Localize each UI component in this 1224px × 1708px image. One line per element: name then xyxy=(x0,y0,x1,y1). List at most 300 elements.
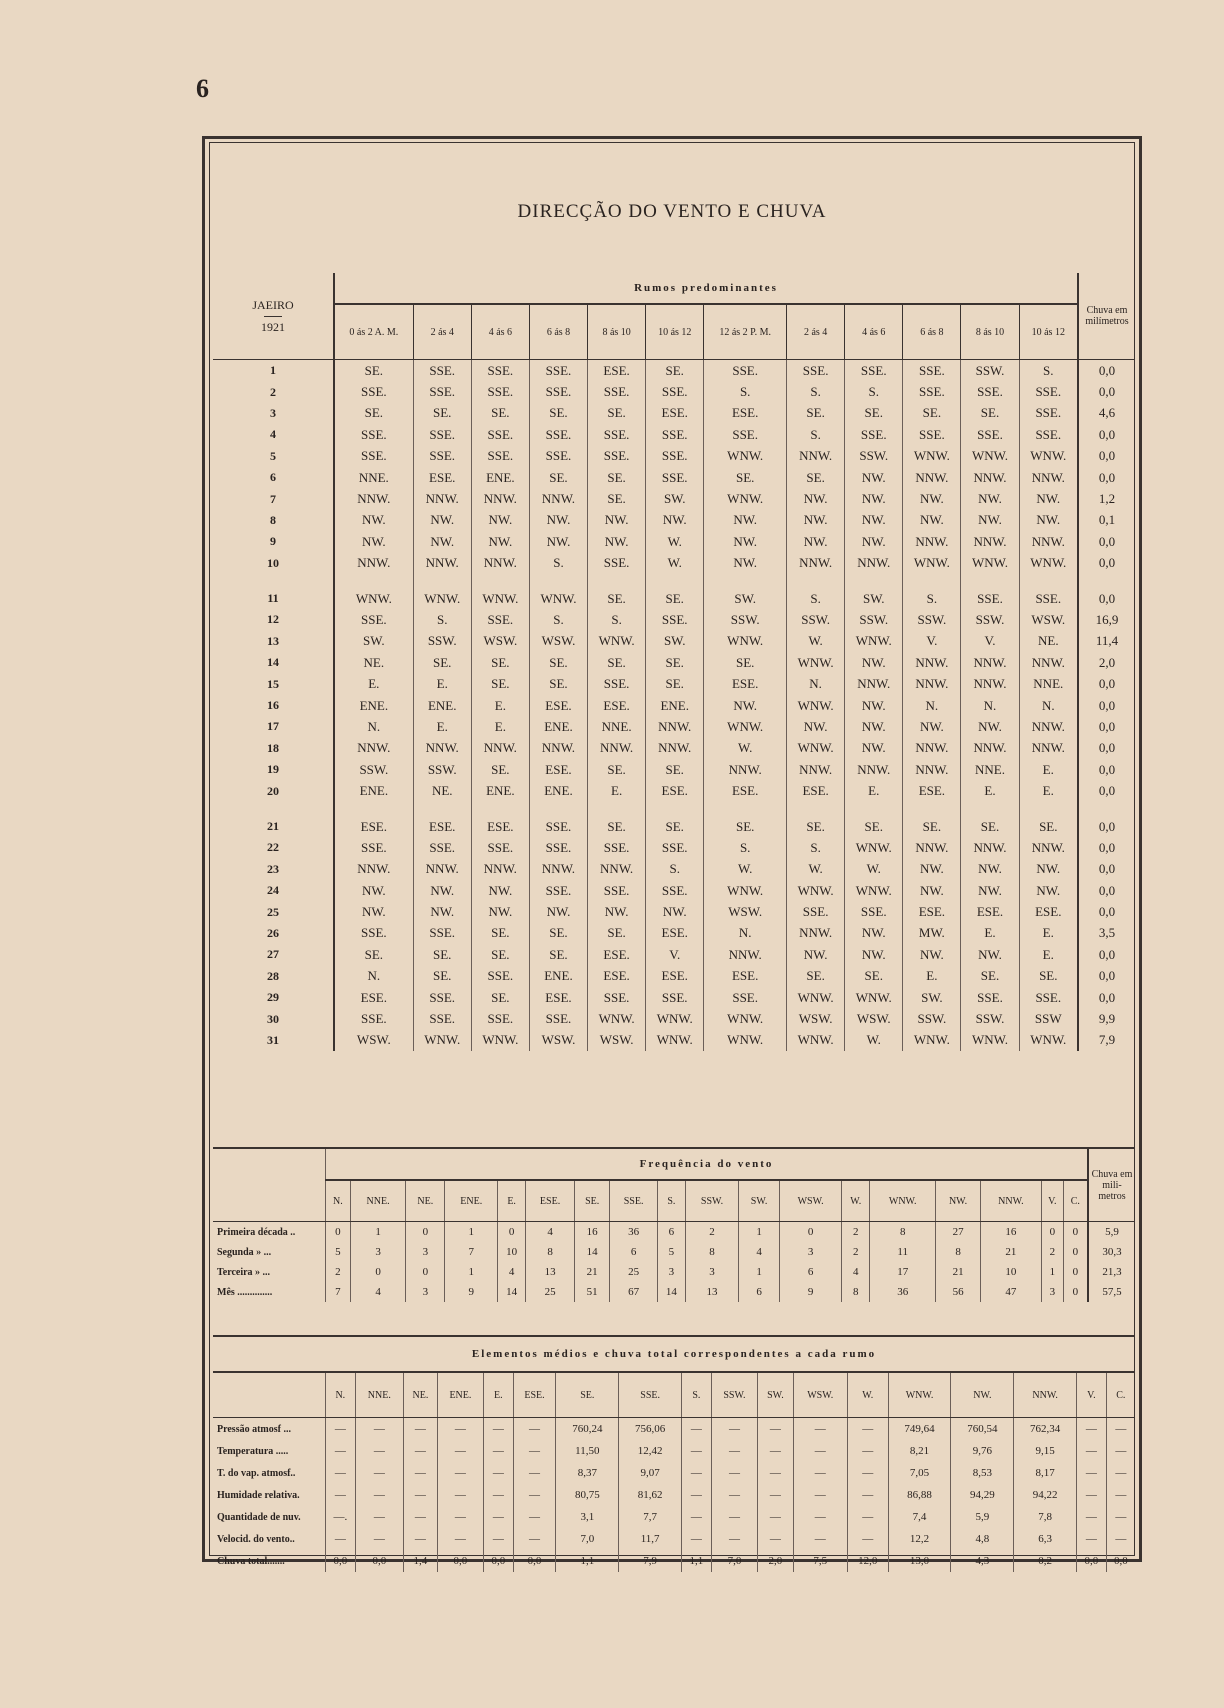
frequency-cell: 10 xyxy=(498,1242,526,1262)
day-cell: 8 xyxy=(213,510,334,531)
element-cell: 4,3 xyxy=(951,1550,1014,1572)
wind-cell: E. xyxy=(903,966,961,987)
wind-cell: S. xyxy=(588,609,646,630)
element-cell: — xyxy=(758,1484,793,1506)
wind-cell: SW. xyxy=(903,987,961,1008)
table-row xyxy=(213,553,1135,574)
wind-cell: SSE. xyxy=(961,381,1019,402)
wind-cell: WNW. xyxy=(845,631,903,652)
wind-cell: E. xyxy=(961,923,1019,944)
wind-cell: SE. xyxy=(704,652,787,673)
direction-header: SW. xyxy=(739,1180,780,1222)
wind-cell: SSE. xyxy=(334,923,413,944)
wind-cell: WNW. xyxy=(646,1008,704,1029)
rain-cell: 0,0 xyxy=(1078,738,1135,759)
wind-cell: SSE. xyxy=(529,837,587,858)
wind-cell: NNW. xyxy=(1019,837,1078,858)
hour-header: 4 ás 6 xyxy=(845,304,903,360)
table-row xyxy=(213,716,1135,737)
direction-header: NNE. xyxy=(355,1372,403,1418)
frequency-cell: 4 xyxy=(739,1242,780,1262)
wind-cell: NNW. xyxy=(413,488,471,509)
wind-cell: SE. xyxy=(646,360,704,382)
direction-header: V. xyxy=(1041,1180,1063,1222)
element-cell: — xyxy=(793,1506,847,1528)
wind-cell: E. xyxy=(334,673,413,694)
wind-cell: MW. xyxy=(903,923,961,944)
wind-cell: SSE. xyxy=(646,446,704,467)
wind-cell: ENE. xyxy=(529,716,587,737)
wind-cell: SE. xyxy=(961,966,1019,987)
row-label: Pressão atmosf ... xyxy=(217,1423,291,1435)
wind-cell: SE. xyxy=(529,673,587,694)
hour-header: 6 ás 8 xyxy=(529,304,587,360)
rain-cell: 0,0 xyxy=(1078,901,1135,922)
wind-cell: SSW xyxy=(1019,1008,1078,1029)
frequency-cell: 5 xyxy=(326,1242,351,1262)
wind-cell: NW. xyxy=(646,901,704,922)
wind-cell: SSE. xyxy=(334,381,413,402)
wind-cell: E. xyxy=(1019,923,1078,944)
wind-cell: WSW. xyxy=(529,631,587,652)
wind-cell: E. xyxy=(588,780,646,801)
frequency-cell: 0 xyxy=(1063,1222,1088,1243)
wind-cell: ESE. xyxy=(588,695,646,716)
direction-header: W. xyxy=(847,1372,888,1418)
rain-cell: 0,0 xyxy=(1078,695,1135,716)
frequency-cell: 36 xyxy=(870,1282,936,1302)
wind-cell: W. xyxy=(845,859,903,880)
wind-cell: NNW. xyxy=(1019,531,1078,552)
wind-cell: SSE. xyxy=(413,360,471,382)
frequency-cell: 14 xyxy=(658,1282,686,1302)
frequency-cell: 5,9 xyxy=(1088,1222,1135,1243)
wind-cell: SSE. xyxy=(471,360,529,382)
frequency-cell: 4 xyxy=(525,1222,574,1243)
frequency-cell: 67 xyxy=(610,1282,658,1302)
table-row xyxy=(213,488,1135,509)
frequency-cell: 25 xyxy=(525,1282,574,1302)
element-cell: — xyxy=(326,1440,356,1462)
wind-cell: SE. xyxy=(787,467,845,488)
wind-cell: ESE. xyxy=(646,966,704,987)
wind-cell: SSE. xyxy=(529,424,587,445)
frequency-cell: 51 xyxy=(575,1282,610,1302)
element-cell: 0,0 xyxy=(513,1550,556,1572)
wind-cell: WNW. xyxy=(704,1008,787,1029)
wind-cell: SE. xyxy=(588,588,646,609)
frequency-cell: 14 xyxy=(498,1282,526,1302)
frequency-cell: 0 xyxy=(350,1262,406,1282)
element-cell: — xyxy=(513,1528,556,1550)
direction-header: ESE. xyxy=(513,1372,556,1418)
element-cell: — xyxy=(758,1440,793,1462)
direction-header: S. xyxy=(682,1372,712,1418)
wind-cell: W. xyxy=(787,859,845,880)
direction-header: SSW. xyxy=(685,1180,738,1222)
frequency-cell: 8 xyxy=(842,1282,870,1302)
element-cell: 8,53 xyxy=(951,1462,1014,1484)
wind-cell: WNW. xyxy=(961,1030,1019,1051)
rain-cell: 0,0 xyxy=(1078,381,1135,402)
day-cell: 12 xyxy=(213,609,334,630)
direction-header: V. xyxy=(1077,1372,1107,1418)
day-cell: 22 xyxy=(213,837,334,858)
table-row xyxy=(213,738,1135,759)
element-cell: — xyxy=(513,1440,556,1462)
element-cell: 0,0 xyxy=(484,1550,514,1572)
wind-cell: NW. xyxy=(1019,880,1078,901)
frequency-cell: 7 xyxy=(326,1282,351,1302)
wind-cell: NNW. xyxy=(1019,467,1078,488)
frequency-cell: 56 xyxy=(936,1282,980,1302)
element-cell: 1,1 xyxy=(682,1550,712,1572)
wind-cell: S. xyxy=(787,837,845,858)
wind-cell: WSW. xyxy=(588,1030,646,1051)
group-header-frequency: Frequência do vento xyxy=(326,1148,1089,1180)
frequency-cell: 1 xyxy=(445,1222,498,1243)
wind-cell: SE. xyxy=(471,652,529,673)
frequency-cell: 9 xyxy=(779,1282,841,1302)
wind-cell: WNW. xyxy=(704,716,787,737)
frequency-cell: 1 xyxy=(739,1262,780,1282)
wind-cell: SE. xyxy=(529,467,587,488)
rain-cell: 2,0 xyxy=(1078,652,1135,673)
hour-header: 8 ás 10 xyxy=(588,304,646,360)
element-cell: — xyxy=(847,1484,888,1506)
wind-cell: SSE. xyxy=(646,837,704,858)
element-cell: 749,64 xyxy=(888,1418,951,1441)
direction-header: C. xyxy=(1063,1180,1088,1222)
wind-cell: NW. xyxy=(903,944,961,965)
wind-cell: WNW. xyxy=(787,652,845,673)
element-cell: 80,75 xyxy=(556,1484,619,1506)
wind-cell: NNW. xyxy=(903,837,961,858)
wind-cell: SE. xyxy=(471,403,529,424)
wind-cell: SSE. xyxy=(413,987,471,1008)
wind-cell: SE. xyxy=(334,360,413,382)
wind-cell: E. xyxy=(471,695,529,716)
frequency-cell: 0 xyxy=(1041,1222,1063,1243)
day-cell: 9 xyxy=(213,531,334,552)
wind-cell: SE. xyxy=(588,403,646,424)
wind-cell: NW. xyxy=(1019,488,1078,509)
frequency-cell: 0 xyxy=(1063,1262,1088,1282)
table-row xyxy=(213,1262,1135,1282)
wind-cell: W. xyxy=(787,631,845,652)
element-cell: — xyxy=(1077,1440,1107,1462)
row-label: Primeira década .. xyxy=(217,1226,296,1238)
rain-cell: 0,0 xyxy=(1078,987,1135,1008)
frequency-cell: 2 xyxy=(842,1222,870,1243)
direction-header: WSW. xyxy=(793,1372,847,1418)
table-row xyxy=(213,1030,1135,1051)
wind-cell: NW. xyxy=(961,859,1019,880)
wind-cell: ESE. xyxy=(588,944,646,965)
wind-cell: WNW. xyxy=(787,987,845,1008)
wind-cell: S. xyxy=(1019,360,1078,382)
table-row xyxy=(213,360,1135,382)
wind-cell: SSE. xyxy=(646,880,704,901)
frequency-cell: 21 xyxy=(575,1262,610,1282)
wind-cell: NW. xyxy=(787,488,845,509)
table-frame xyxy=(202,136,1142,1567)
wind-cell: WNW. xyxy=(1019,1030,1078,1051)
wind-cell: SSE. xyxy=(903,360,961,382)
wind-cell: SSE. xyxy=(787,360,845,382)
element-cell: — xyxy=(793,1484,847,1506)
wind-cell: WNW. xyxy=(845,880,903,901)
wind-cell: NNW. xyxy=(845,553,903,574)
wind-cell: S. xyxy=(529,609,587,630)
frequency-cell: 3 xyxy=(350,1242,406,1262)
direction-header: E. xyxy=(484,1372,514,1418)
wind-cell: SSE. xyxy=(845,901,903,922)
wind-cell: SSE. xyxy=(961,588,1019,609)
frequency-cell: 13 xyxy=(525,1262,574,1282)
element-cell: 2,0 xyxy=(758,1550,793,1572)
wind-cell: SE. xyxy=(704,467,787,488)
table-row xyxy=(213,966,1135,987)
wind-cell: W. xyxy=(845,1030,903,1051)
table-row xyxy=(213,403,1135,424)
element-cell: 760,24 xyxy=(556,1418,619,1441)
day-cell: 17 xyxy=(213,716,334,737)
element-cell: — xyxy=(1106,1528,1135,1550)
row-label: Mês .............. xyxy=(217,1286,273,1298)
direction-header: NNW. xyxy=(980,1180,1041,1222)
rain-cell: 9,9 xyxy=(1078,1008,1135,1029)
element-cell: — xyxy=(1077,1506,1107,1528)
wind-cell: SSE. xyxy=(471,966,529,987)
table-row xyxy=(213,652,1135,673)
wind-cell: ESE. xyxy=(529,759,587,780)
day-cell: 7 xyxy=(213,488,334,509)
wind-cell: WNW. xyxy=(1019,446,1078,467)
element-cell: 7,8 xyxy=(1014,1506,1077,1528)
day-cell: 5 xyxy=(213,446,334,467)
wind-cell: WNW. xyxy=(903,1030,961,1051)
table-row xyxy=(213,944,1135,965)
element-cell: — xyxy=(1106,1462,1135,1484)
element-cell: — xyxy=(404,1440,438,1462)
wind-cell: NNW. xyxy=(1019,716,1078,737)
wind-cell: S. xyxy=(903,588,961,609)
element-cell: — xyxy=(682,1440,712,1462)
month-label: JAEIRO xyxy=(252,297,294,312)
wind-cell: NW. xyxy=(787,716,845,737)
rain-cell: 0,0 xyxy=(1078,446,1135,467)
wind-cell: NW. xyxy=(529,531,587,552)
wind-cell: SSE. xyxy=(787,901,845,922)
row-label: Segunda » ... xyxy=(217,1246,272,1258)
wind-cell: WSW. xyxy=(529,1030,587,1051)
element-cell: — xyxy=(682,1462,712,1484)
wind-cell: SSW. xyxy=(334,759,413,780)
day-cell: 24 xyxy=(213,880,334,901)
element-cell: 7,0 xyxy=(556,1528,619,1550)
frequency-cell: 0 xyxy=(498,1222,526,1243)
wind-cell: SW. xyxy=(334,631,413,652)
day-cell: 6 xyxy=(213,467,334,488)
frequency-cell: 3 xyxy=(685,1262,738,1282)
wind-cell: NW. xyxy=(413,901,471,922)
wind-cell: ENE. xyxy=(334,695,413,716)
wind-cell: S. xyxy=(413,609,471,630)
wind-cell: SE. xyxy=(529,944,587,965)
element-cell: — xyxy=(355,1506,403,1528)
rain-cell: 0,0 xyxy=(1078,531,1135,552)
wind-cell: NW. xyxy=(903,510,961,531)
frequency-cell: 2 xyxy=(685,1222,738,1243)
rain-cell: 0,0 xyxy=(1078,780,1135,801)
wind-cell: NW. xyxy=(845,738,903,759)
wind-cell: WNW. xyxy=(471,588,529,609)
rain-cell: 0,0 xyxy=(1078,424,1135,445)
wind-cell: WSW. xyxy=(334,1030,413,1051)
element-cell: — xyxy=(355,1462,403,1484)
hour-header: 8 ás 10 xyxy=(961,304,1019,360)
wind-cell: SSW. xyxy=(845,609,903,630)
wind-cell: SSW. xyxy=(961,1008,1019,1029)
wind-cell: SE. xyxy=(334,403,413,424)
wind-cell: NW. xyxy=(961,880,1019,901)
element-cell: 0,2 xyxy=(1014,1550,1077,1572)
frequency-cell: 17 xyxy=(870,1262,936,1282)
day-cell: 26 xyxy=(213,923,334,944)
direction-header: SW. xyxy=(758,1372,793,1418)
row-label: Chuva total....... xyxy=(217,1555,285,1567)
rain-cell: 1,2 xyxy=(1078,488,1135,509)
direction-header: SSW. xyxy=(711,1372,758,1418)
wind-cell: NNW. xyxy=(903,738,961,759)
wind-cell: SSW. xyxy=(903,609,961,630)
element-cell: — xyxy=(682,1484,712,1506)
wind-cell: NNW. xyxy=(334,553,413,574)
group-header-rumos: Rumos predominantes xyxy=(334,273,1078,304)
element-cell: — xyxy=(1106,1484,1135,1506)
element-cell: 0,0 xyxy=(355,1550,403,1572)
wind-cell: W. xyxy=(704,859,787,880)
element-cell: — xyxy=(484,1528,514,1550)
element-cell: 9,15 xyxy=(1014,1440,1077,1462)
day-cell: 25 xyxy=(213,901,334,922)
wind-cell: SE. xyxy=(845,966,903,987)
wind-cell: NW. xyxy=(334,510,413,531)
wind-cell: WNW. xyxy=(787,880,845,901)
day-cell: 23 xyxy=(213,859,334,880)
wind-cell: NNW. xyxy=(961,531,1019,552)
wind-cell: SSW. xyxy=(961,360,1019,382)
frequency-cell: 8 xyxy=(870,1222,936,1243)
element-cell: 12,42 xyxy=(619,1440,682,1462)
element-cell: 11,7 xyxy=(619,1528,682,1550)
wind-cell: NW. xyxy=(471,510,529,531)
day-cell: 3 xyxy=(213,403,334,424)
table-row xyxy=(213,631,1135,652)
wind-cell: SE. xyxy=(471,987,529,1008)
element-cell: — xyxy=(355,1484,403,1506)
wind-direction-table xyxy=(213,273,1135,1051)
frequency-cell: 6 xyxy=(658,1222,686,1243)
wind-cell: SSE. xyxy=(413,381,471,402)
direction-header: NW. xyxy=(951,1372,1014,1418)
wind-cell: SSE. xyxy=(529,446,587,467)
wind-cell: S. xyxy=(646,859,704,880)
day-cell: 29 xyxy=(213,987,334,1008)
group-header-elements: Elementos médios e chuva total correspondentes a cada rumo xyxy=(213,1336,1135,1372)
wind-cell: SSE. xyxy=(529,1008,587,1029)
rain-header: Chuva em milímetros xyxy=(1078,273,1135,360)
row-label: Velocid. do vento.. xyxy=(217,1533,295,1545)
wind-cell: WNW. xyxy=(845,987,903,1008)
wind-cell: WNW. xyxy=(471,1030,529,1051)
wind-cell: SE. xyxy=(787,403,845,424)
element-cell: — xyxy=(437,1440,483,1462)
wind-cell: NW. xyxy=(471,901,529,922)
element-cell: — xyxy=(758,1462,793,1484)
wind-cell: NW. xyxy=(787,531,845,552)
direction-header: SSE. xyxy=(610,1180,658,1222)
wind-cell: SE. xyxy=(646,652,704,673)
wind-cell: ENE. xyxy=(471,780,529,801)
element-cell: — xyxy=(404,1418,438,1441)
wind-cell: V. xyxy=(646,944,704,965)
wind-cell: WNW. xyxy=(334,588,413,609)
wind-cell: WNW. xyxy=(787,1030,845,1051)
element-cell: — xyxy=(484,1418,514,1441)
frequency-cell: 0 xyxy=(406,1222,445,1243)
wind-cell: WNW. xyxy=(961,553,1019,574)
wind-cell: SW. xyxy=(704,588,787,609)
wind-cell: ENE. xyxy=(334,780,413,801)
day-cell: 30 xyxy=(213,1008,334,1029)
wind-cell: ESE. xyxy=(1019,901,1078,922)
frequency-cell: 7 xyxy=(445,1242,498,1262)
rain-cell: 0,0 xyxy=(1078,716,1135,737)
wind-cell: NNW. xyxy=(903,652,961,673)
day-cell: 28 xyxy=(213,966,334,987)
wind-cell: NNW. xyxy=(903,531,961,552)
wind-cell: V. xyxy=(903,631,961,652)
page-title: DIRECÇÃO DO VENTO E CHUVA xyxy=(517,201,827,222)
wind-cell: SSE. xyxy=(471,381,529,402)
wind-cell: NNW. xyxy=(845,673,903,694)
element-cell: 0,0 xyxy=(1106,1550,1135,1572)
frequency-cell: 16 xyxy=(980,1222,1041,1243)
wind-cell: NW. xyxy=(704,553,787,574)
wind-cell: WNW. xyxy=(704,880,787,901)
element-cell: — xyxy=(437,1462,483,1484)
element-cell: — xyxy=(711,1506,758,1528)
wind-cell: NE. xyxy=(413,780,471,801)
wind-cell: WNW. xyxy=(704,446,787,467)
table-row xyxy=(213,1440,1135,1462)
element-cell: — xyxy=(404,1462,438,1484)
wind-cell: N. xyxy=(903,695,961,716)
direction-header: ENE. xyxy=(445,1180,498,1222)
row-label: Humidade relativa. xyxy=(217,1489,300,1501)
wind-cell: NW. xyxy=(1019,859,1078,880)
wind-cell: SSE. xyxy=(588,987,646,1008)
rain-cell: 0,0 xyxy=(1078,816,1135,837)
wind-cell: SSE. xyxy=(1019,588,1078,609)
frequency-cell: 4 xyxy=(842,1262,870,1282)
wind-cell: SSE. xyxy=(1019,381,1078,402)
wind-cell: NW. xyxy=(704,695,787,716)
element-cell: 7,05 xyxy=(888,1462,951,1484)
wind-cell: ENE. xyxy=(529,966,587,987)
